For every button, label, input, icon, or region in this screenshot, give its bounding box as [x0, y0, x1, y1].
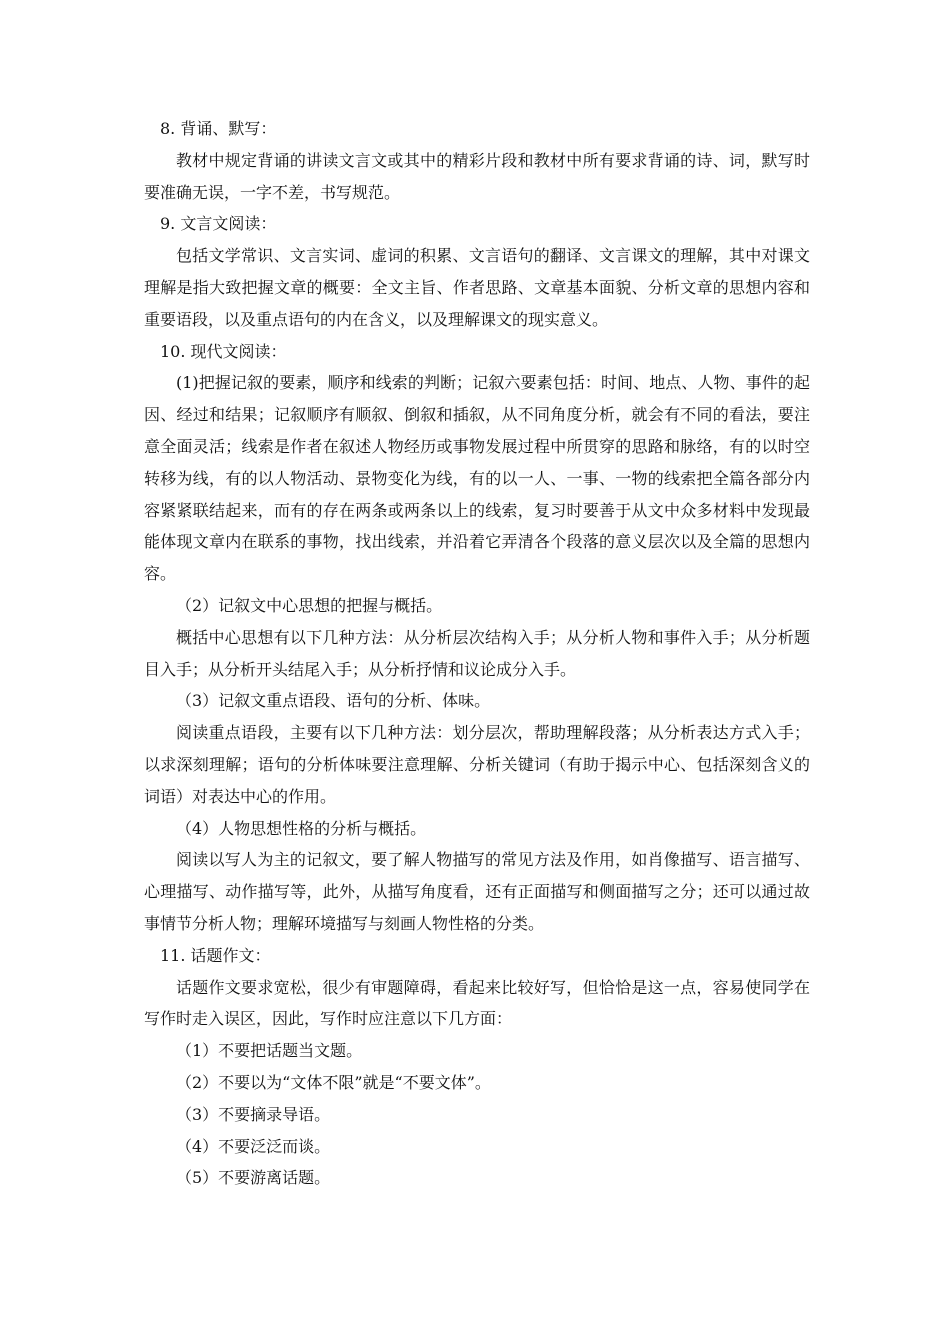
section-heading-9: 9. 文言文阅读： — [160, 214, 277, 234]
section-paragraph-11: 话题作文要求宽松，很少有审题障碍，看起来比较好写，但恰恰是这一点，容易使同学在写作时走入误区，因此，写作时应注意以下几方面： — [144, 977, 810, 1029]
list-item-11-2: （2）不要以为“文体不限”就是“不要文体”。 — [176, 1072, 491, 1092]
section-heading-8: 8. 背诵、默写： — [160, 119, 277, 138]
section-paragraph-10-1: (1)把握记叙的要素，顺序和线索的判断；记叙六要素包括：时间、地点、人物、事件的起因、经过和结果；记叙顺序有顺叙、倒叙和插叙，从不同角度分析，就会有不同的看法，要注意全面灵活；线索是作者在叙述人物经历或事物发展过程中所贯穿的思路和脉络，有的以时空转移为线，有的以人物活动、景物变化为线，有的以一人、一事、一物的线索把全篇各部分内容紧紧联结起来，而有的存在两条或两条以上的线索，复习时要善于从文中众多材料中发现最能体现文章内在联系的事物，找出线索，并沿着它弄清各个段落的意义层次以及全篇的思想内容。 — [144, 373, 810, 584]
list-item-11-1: （1）不要把话题当文题。 — [176, 1041, 363, 1061]
section-paragraph-9: 包括文学常识、文言实词、虚词的积累、文言语句的翻译、文言课文的理解，其中对课文理解是指大致把握文章的概要：全文主旨、作者思路、文章基本面貌、分析文章的思想内容和重要语段，以及重点语句的内在含义，以及理解课文的现实意义。 — [144, 246, 810, 329]
list-item-11-3: （3）不要摘录导语。 — [176, 1104, 331, 1124]
section-paragraph-8: 教材中规定背诵的讲读文言文或其中的精彩片段和教材中所有要求背诵的诗、词，默写时要准确无误，一字不差，书写规范。 — [144, 150, 810, 202]
subheading-10-4: （4）人物思想性格的分析与概括。 — [176, 818, 427, 838]
list-item-11-5: （5）不要游离话题。 — [176, 1168, 331, 1188]
subheading-10-3: （3）记叙文重点语段、语句的分析、体味。 — [176, 691, 491, 711]
section-paragraph-10-4: 阅读以写人为主的记叙文，要了解人物描写的常见方法及作用，如肖像描写、语言描写、心理描写、动作描写等，此外，从描写角度看，还有正面描写和侧面描写之分；还可以通过故事情节分析人物；理解环境描写与刻画人物性格的分类。 — [144, 850, 810, 933]
section-heading-10: 10. 现代文阅读： — [160, 341, 287, 361]
section-paragraph-10-3: 阅读重点语段，主要有以下几种方法：划分层次，帮助理解段落；从分析表达方式入手；以求深刻理解；语句的分析体味要注意理解、分析关键词（有助于揭示中心、包括深刻含义的词语）对表达中心的作用。 — [144, 723, 810, 806]
document-content — [144, 113, 810, 1194]
list-item-11-4: （4）不要泛泛而谈。 — [176, 1136, 331, 1156]
section-paragraph-10-2: 概括中心思想有以下几种方法：从分析层次结构入手；从分析人物和事件入手；从分析题目入手；从分析开头结尾入手；从分析抒情和议论成分入手。 — [144, 627, 810, 679]
section-heading-11: 11. 话题作文： — [160, 945, 271, 965]
subheading-10-2: （2）记叙文中心思想的把握与概括。 — [176, 595, 443, 615]
